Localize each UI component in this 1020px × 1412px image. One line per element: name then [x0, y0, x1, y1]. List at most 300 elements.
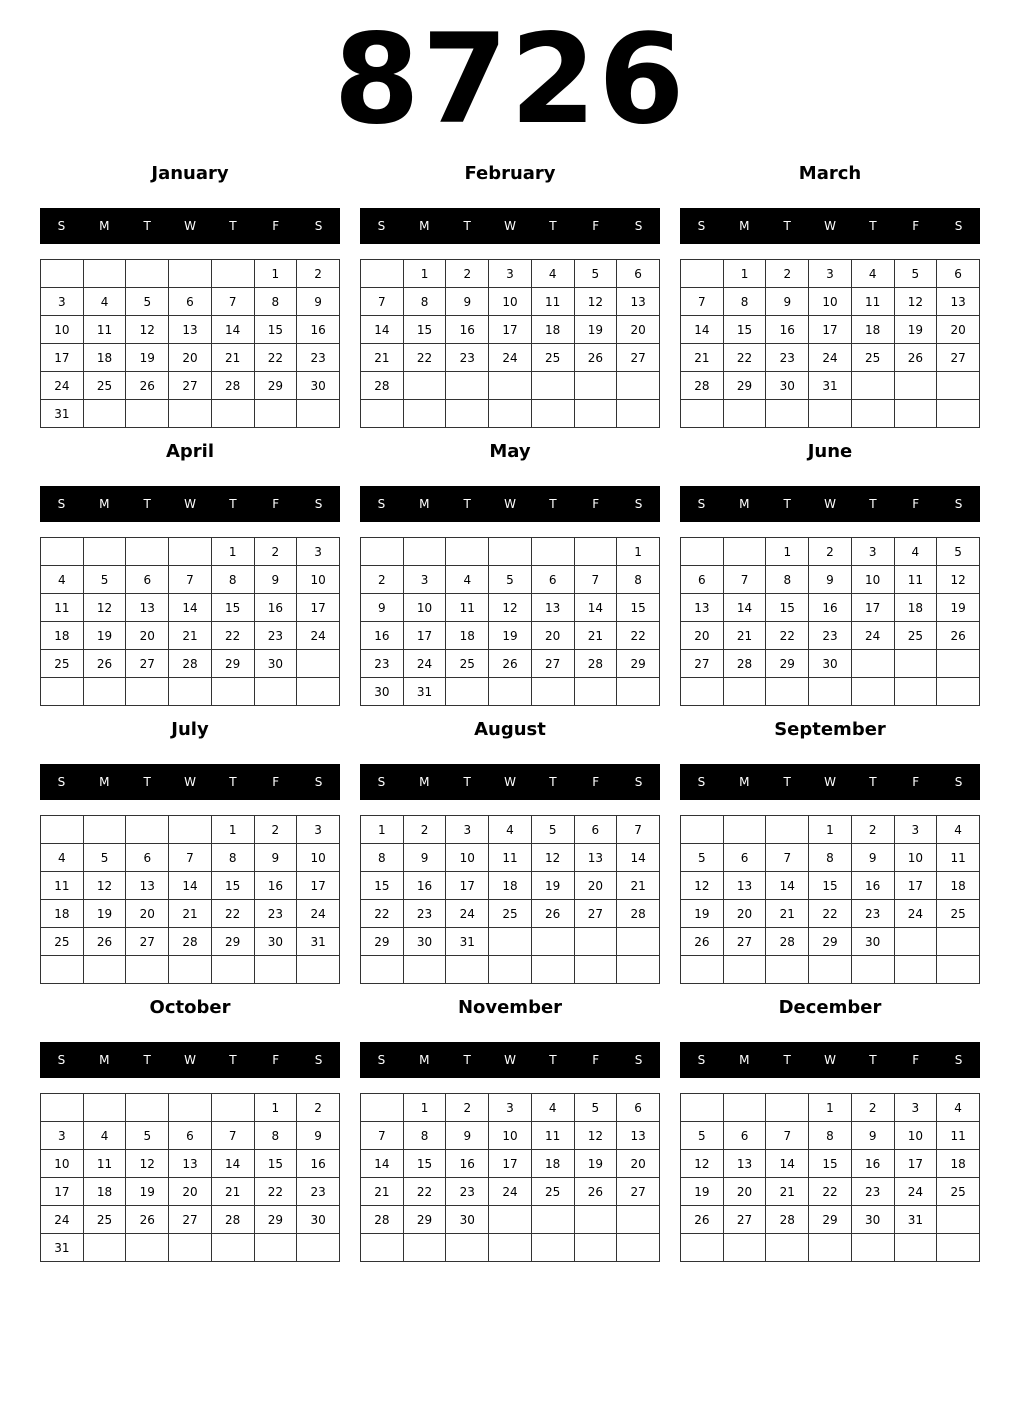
day-cell: 15 [723, 316, 766, 344]
weekday-label: T [783, 775, 791, 789]
day-cell: 1 [723, 260, 766, 288]
day-cell: 14 [211, 1150, 254, 1178]
empty-cell [361, 1234, 404, 1262]
day-cell: 27 [126, 928, 169, 956]
day-cell: 1 [403, 260, 446, 288]
week-row [681, 956, 980, 984]
day-cell: 4 [83, 1122, 126, 1150]
empty-cell [723, 400, 766, 428]
weekday-label: W [824, 1053, 836, 1067]
week-row [681, 316, 980, 344]
day-cell: 24 [297, 622, 340, 650]
week-row [361, 1094, 660, 1122]
day-cell: 7 [681, 288, 724, 316]
day-cell: 17 [446, 872, 489, 900]
day-cell: 14 [681, 316, 724, 344]
day-cell: 8 [254, 1122, 297, 1150]
weekday-label: S [634, 497, 643, 511]
day-cell: 14 [169, 594, 212, 622]
day-cell: 8 [211, 844, 254, 872]
day-cell: 7 [211, 288, 254, 316]
empty-cell [531, 956, 574, 984]
day-cell: 14 [361, 1150, 404, 1178]
day-cell: 11 [937, 1122, 980, 1150]
day-cell: 14 [361, 316, 404, 344]
day-cell: 6 [126, 566, 169, 594]
day-cell: 17 [894, 872, 937, 900]
day-cell: 6 [169, 288, 212, 316]
day-cell: 11 [894, 566, 937, 594]
empty-cell [723, 956, 766, 984]
week-row [361, 372, 660, 400]
empty-cell [681, 678, 724, 706]
weekday-label: S [377, 1053, 386, 1067]
day-cell: 5 [681, 1122, 724, 1150]
day-cell: 21 [361, 344, 404, 372]
day-cell: 22 [723, 344, 766, 372]
empty-cell [83, 956, 126, 984]
empty-cell [211, 678, 254, 706]
day-cell: 26 [894, 344, 937, 372]
day-cell: 30 [766, 372, 809, 400]
week-row [361, 594, 660, 622]
day-cell: 28 [766, 1206, 809, 1234]
day-cell: 7 [766, 844, 809, 872]
day-cell: 3 [403, 566, 446, 594]
day-cell: 7 [361, 1122, 404, 1150]
weekday-label: S [314, 497, 323, 511]
day-cell: 19 [126, 1178, 169, 1206]
day-cell: 5 [681, 844, 724, 872]
weekday-label: M [739, 497, 750, 511]
weekday-header [360, 486, 660, 522]
week-row [361, 900, 660, 928]
empty-cell [41, 956, 84, 984]
weekday-label: W [824, 219, 836, 233]
weekday-header [40, 764, 340, 800]
day-cell: 8 [723, 288, 766, 316]
weekday-label: M [99, 497, 110, 511]
day-cell: 8 [617, 566, 660, 594]
day-cell: 13 [617, 288, 660, 316]
day-cell: 21 [211, 344, 254, 372]
day-cell: 8 [361, 844, 404, 872]
weekday-label: F [272, 497, 280, 511]
day-cell: 15 [766, 594, 809, 622]
day-cell: 2 [297, 260, 340, 288]
day-cell: 6 [723, 844, 766, 872]
day-grid [40, 815, 340, 984]
day-cell: 22 [617, 622, 660, 650]
week-row [361, 1178, 660, 1206]
month-name: January [151, 163, 229, 184]
day-cell: 14 [169, 872, 212, 900]
day-cell: 16 [851, 1150, 894, 1178]
day-cell: 3 [894, 816, 937, 844]
empty-cell [446, 1234, 489, 1262]
empty-cell [489, 372, 532, 400]
day-cell: 18 [83, 344, 126, 372]
day-cell: 20 [617, 1150, 660, 1178]
weekday-label: S [697, 775, 706, 789]
week-row [681, 400, 980, 428]
day-cell: 14 [766, 1150, 809, 1178]
day-cell: 24 [894, 900, 937, 928]
day-cell: 15 [254, 1150, 297, 1178]
day-cell: 17 [489, 316, 532, 344]
empty-cell [574, 372, 617, 400]
day-cell: 11 [851, 288, 894, 316]
day-cell: 5 [894, 260, 937, 288]
weekday-label: S [697, 497, 706, 511]
day-grid [360, 537, 660, 706]
day-cell: 3 [489, 260, 532, 288]
day-cell: 11 [489, 844, 532, 872]
empty-cell [403, 956, 446, 984]
day-cell: 19 [574, 1150, 617, 1178]
day-cell: 23 [809, 622, 852, 650]
day-cell: 8 [211, 566, 254, 594]
day-cell: 16 [446, 316, 489, 344]
week-row [41, 594, 340, 622]
day-cell: 12 [574, 288, 617, 316]
day-cell: 9 [851, 844, 894, 872]
weekday-label: W [184, 219, 196, 233]
week-row [41, 650, 340, 678]
day-cell: 26 [489, 650, 532, 678]
day-cell: 26 [531, 900, 574, 928]
empty-cell [894, 650, 937, 678]
day-cell: 5 [126, 288, 169, 316]
day-cell: 22 [809, 1178, 852, 1206]
empty-cell [169, 400, 212, 428]
empty-cell [297, 1234, 340, 1262]
empty-cell [361, 956, 404, 984]
day-cell: 24 [894, 1178, 937, 1206]
empty-cell [851, 372, 894, 400]
weekday-label: W [824, 775, 836, 789]
day-cell: 23 [851, 1178, 894, 1206]
weekday-label: S [377, 219, 386, 233]
empty-cell [83, 260, 126, 288]
day-cell: 11 [446, 594, 489, 622]
week-row [681, 594, 980, 622]
empty-cell [446, 538, 489, 566]
empty-cell [809, 400, 852, 428]
day-cell: 19 [937, 594, 980, 622]
day-cell: 2 [403, 816, 446, 844]
empty-cell [574, 928, 617, 956]
empty-cell [446, 678, 489, 706]
empty-cell [83, 1234, 126, 1262]
empty-cell [617, 1206, 660, 1234]
week-row [41, 344, 340, 372]
empty-cell [297, 650, 340, 678]
day-cell: 24 [403, 650, 446, 678]
day-cell: 4 [489, 816, 532, 844]
day-cell: 4 [937, 1094, 980, 1122]
weekday-header [360, 764, 660, 800]
day-cell: 30 [403, 928, 446, 956]
empty-cell [41, 538, 84, 566]
empty-cell [169, 538, 212, 566]
week-row [41, 1150, 340, 1178]
empty-cell [126, 1094, 169, 1122]
weekday-label: S [314, 1053, 323, 1067]
day-cell: 5 [574, 1094, 617, 1122]
day-cell: 17 [41, 1178, 84, 1206]
day-cell: 9 [361, 594, 404, 622]
weekday-label: F [592, 219, 600, 233]
day-cell: 8 [766, 566, 809, 594]
weekday-label: W [184, 497, 196, 511]
day-cell: 23 [254, 622, 297, 650]
weekday-label: S [954, 497, 963, 511]
day-cell: 22 [254, 1178, 297, 1206]
empty-cell [361, 400, 404, 428]
day-cell: 21 [766, 900, 809, 928]
day-cell: 21 [766, 1178, 809, 1206]
day-cell: 14 [766, 872, 809, 900]
day-cell: 10 [297, 844, 340, 872]
day-cell: 13 [617, 1122, 660, 1150]
week-row [681, 1178, 980, 1206]
day-cell: 20 [617, 316, 660, 344]
week-row [361, 816, 660, 844]
week-row [361, 344, 660, 372]
week-row [41, 260, 340, 288]
week-row [41, 872, 340, 900]
day-cell: 11 [531, 288, 574, 316]
empty-cell [169, 956, 212, 984]
weekday-label: W [824, 497, 836, 511]
day-cell: 21 [681, 344, 724, 372]
empty-cell [937, 928, 980, 956]
day-cell: 13 [723, 872, 766, 900]
empty-cell [851, 650, 894, 678]
weekday-label: T [549, 219, 557, 233]
empty-cell [169, 260, 212, 288]
day-cell: 24 [297, 900, 340, 928]
weekday-label: T [783, 497, 791, 511]
week-row [41, 400, 340, 428]
day-cell: 19 [531, 872, 574, 900]
empty-cell [894, 400, 937, 428]
day-cell: 22 [766, 622, 809, 650]
week-row [361, 260, 660, 288]
day-cell: 4 [83, 288, 126, 316]
empty-cell [617, 678, 660, 706]
day-cell: 26 [574, 344, 617, 372]
weekday-label: T [783, 219, 791, 233]
day-cell: 3 [41, 1122, 84, 1150]
empty-cell [851, 1234, 894, 1262]
empty-cell [446, 372, 489, 400]
empty-cell [489, 956, 532, 984]
day-cell: 7 [211, 1122, 254, 1150]
day-cell: 18 [531, 1150, 574, 1178]
day-cell: 18 [531, 316, 574, 344]
empty-cell [83, 538, 126, 566]
day-grid [360, 815, 660, 984]
week-row [41, 1178, 340, 1206]
empty-cell [766, 678, 809, 706]
empty-cell [254, 1234, 297, 1262]
weekday-label: M [99, 1053, 110, 1067]
empty-cell [766, 1234, 809, 1262]
day-cell: 17 [809, 316, 852, 344]
week-row [361, 678, 660, 706]
day-cell: 30 [297, 372, 340, 400]
day-cell: 24 [446, 900, 489, 928]
day-cell: 22 [403, 1178, 446, 1206]
day-cell: 23 [297, 344, 340, 372]
day-cell: 25 [83, 372, 126, 400]
weekday-label: T [783, 1053, 791, 1067]
empty-cell [126, 1234, 169, 1262]
day-cell: 8 [254, 288, 297, 316]
empty-cell [531, 538, 574, 566]
week-row [41, 678, 340, 706]
empty-cell [617, 400, 660, 428]
empty-cell [211, 260, 254, 288]
weekday-header [360, 1042, 660, 1078]
day-cell: 29 [361, 928, 404, 956]
day-cell: 13 [681, 594, 724, 622]
day-cell: 5 [83, 566, 126, 594]
day-cell: 10 [851, 566, 894, 594]
day-cell: 12 [83, 594, 126, 622]
week-row [361, 316, 660, 344]
day-cell: 9 [403, 844, 446, 872]
day-cell: 30 [254, 928, 297, 956]
empty-cell [574, 400, 617, 428]
day-cell: 9 [809, 566, 852, 594]
day-cell: 10 [403, 594, 446, 622]
day-cell: 5 [126, 1122, 169, 1150]
weekday-label: S [954, 775, 963, 789]
empty-cell [169, 1094, 212, 1122]
day-cell: 19 [83, 900, 126, 928]
day-cell: 2 [851, 816, 894, 844]
day-cell: 23 [254, 900, 297, 928]
day-cell: 25 [41, 928, 84, 956]
day-cell: 18 [851, 316, 894, 344]
day-cell: 15 [361, 872, 404, 900]
day-cell: 23 [297, 1178, 340, 1206]
day-cell: 16 [403, 872, 446, 900]
day-cell: 16 [851, 872, 894, 900]
empty-cell [937, 678, 980, 706]
day-cell: 3 [446, 816, 489, 844]
day-cell: 28 [681, 372, 724, 400]
day-cell: 25 [41, 650, 84, 678]
day-cell: 28 [211, 372, 254, 400]
day-cell: 10 [809, 288, 852, 316]
weekday-label: T [143, 775, 151, 789]
week-row [361, 1150, 660, 1178]
empty-cell [254, 956, 297, 984]
day-cell: 27 [723, 1206, 766, 1234]
empty-cell [126, 816, 169, 844]
weekday-label: F [592, 775, 600, 789]
weekday-header [40, 208, 340, 244]
weekday-label: F [592, 1053, 600, 1067]
weekday-label: T [229, 219, 237, 233]
empty-cell [83, 678, 126, 706]
empty-cell [574, 956, 617, 984]
day-cell: 31 [297, 928, 340, 956]
empty-cell [937, 650, 980, 678]
empty-cell [766, 956, 809, 984]
day-cell: 2 [254, 538, 297, 566]
day-cell: 13 [937, 288, 980, 316]
empty-cell [681, 816, 724, 844]
week-row [41, 622, 340, 650]
day-cell: 17 [489, 1150, 532, 1178]
day-cell: 12 [126, 316, 169, 344]
day-cell: 14 [617, 844, 660, 872]
day-cell: 2 [809, 538, 852, 566]
day-cell: 29 [809, 1206, 852, 1234]
day-cell: 9 [254, 566, 297, 594]
weekday-label: T [549, 775, 557, 789]
day-cell: 3 [809, 260, 852, 288]
day-cell: 13 [574, 844, 617, 872]
weekday-label: F [912, 775, 920, 789]
week-row [681, 678, 980, 706]
day-cell: 1 [254, 260, 297, 288]
week-row [41, 844, 340, 872]
month-name: March [798, 163, 862, 184]
day-cell: 21 [211, 1178, 254, 1206]
week-row [681, 372, 980, 400]
empty-cell [723, 1234, 766, 1262]
empty-cell [489, 678, 532, 706]
day-cell: 27 [937, 344, 980, 372]
day-cell: 17 [297, 594, 340, 622]
weekday-header [40, 1042, 340, 1078]
day-cell: 6 [169, 1122, 212, 1150]
day-cell: 2 [254, 816, 297, 844]
weekday-label: M [739, 775, 750, 789]
day-cell: 30 [297, 1206, 340, 1234]
day-cell: 3 [489, 1094, 532, 1122]
day-cell: 26 [126, 1206, 169, 1234]
day-cell: 31 [446, 928, 489, 956]
weekday-label: W [184, 1053, 196, 1067]
empty-cell [126, 538, 169, 566]
day-cell: 25 [937, 1178, 980, 1206]
weekday-label: T [229, 1053, 237, 1067]
weekday-label: S [697, 219, 706, 233]
day-cell: 20 [723, 900, 766, 928]
day-cell: 12 [489, 594, 532, 622]
weekday-label: S [57, 497, 66, 511]
day-cell: 4 [851, 260, 894, 288]
weekday-label: F [272, 219, 280, 233]
day-cell: 27 [169, 372, 212, 400]
day-cell: 15 [254, 316, 297, 344]
empty-cell [361, 1094, 404, 1122]
empty-cell [531, 678, 574, 706]
weekday-label: M [99, 219, 110, 233]
day-cell: 19 [681, 1178, 724, 1206]
empty-cell [446, 956, 489, 984]
day-cell: 27 [723, 928, 766, 956]
weekday-label: T [869, 219, 877, 233]
day-cell: 1 [211, 538, 254, 566]
